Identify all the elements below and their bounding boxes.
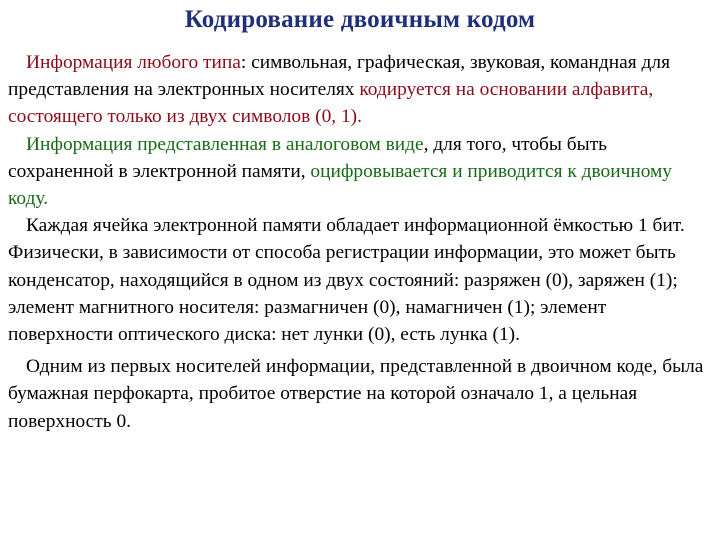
text-plain: Одним из первых носителей информации, представленной в двоичном коде, была бумажная перфокарта, пробитое отверстие на которой означало 1, а цельная поверхность 0. xyxy=(8,356,704,432)
text-plain: : символьная, графическая, звуковая, командная для представления на электронных носителях xyxy=(8,52,671,101)
paragraph-punch-card xyxy=(8,353,716,435)
paragraph-analog-digitization xyxy=(8,131,716,213)
slide-title: Кодирование двоичным кодом xyxy=(184,6,536,33)
text-plain: , для того, чтобы быть сохраненной в электронной памяти, xyxy=(8,133,608,182)
paragraph-encoding-types xyxy=(8,49,716,131)
text-plain: Каждая ячейка электронной памяти обладает информационной ёмкостью 1 бит. Физически, в зависимости от способа регистрации информации, это может быть конденсатор, находящийся в одном из двух состояний: разряжен (0), заряжен (1); элемент магнитного носителя: размагничен (0), намагничен (1); элемент поверхности оптического диска: нет лунки (0), есть лунка (1). xyxy=(8,215,685,346)
text-emphasis-red: кодируется на основании алфавита, состоящего только из двух символов (0, 1). xyxy=(8,79,654,128)
text-emphasis-red: Информация любого типа xyxy=(26,52,241,73)
text-emphasis-green: Информация представленная в аналоговом виде xyxy=(26,133,424,155)
slide-body xyxy=(8,49,716,435)
text-emphasis-green: оцифровывается и приводится к двоичному коду. xyxy=(8,160,673,210)
paragraph-memory-cell xyxy=(8,212,716,348)
